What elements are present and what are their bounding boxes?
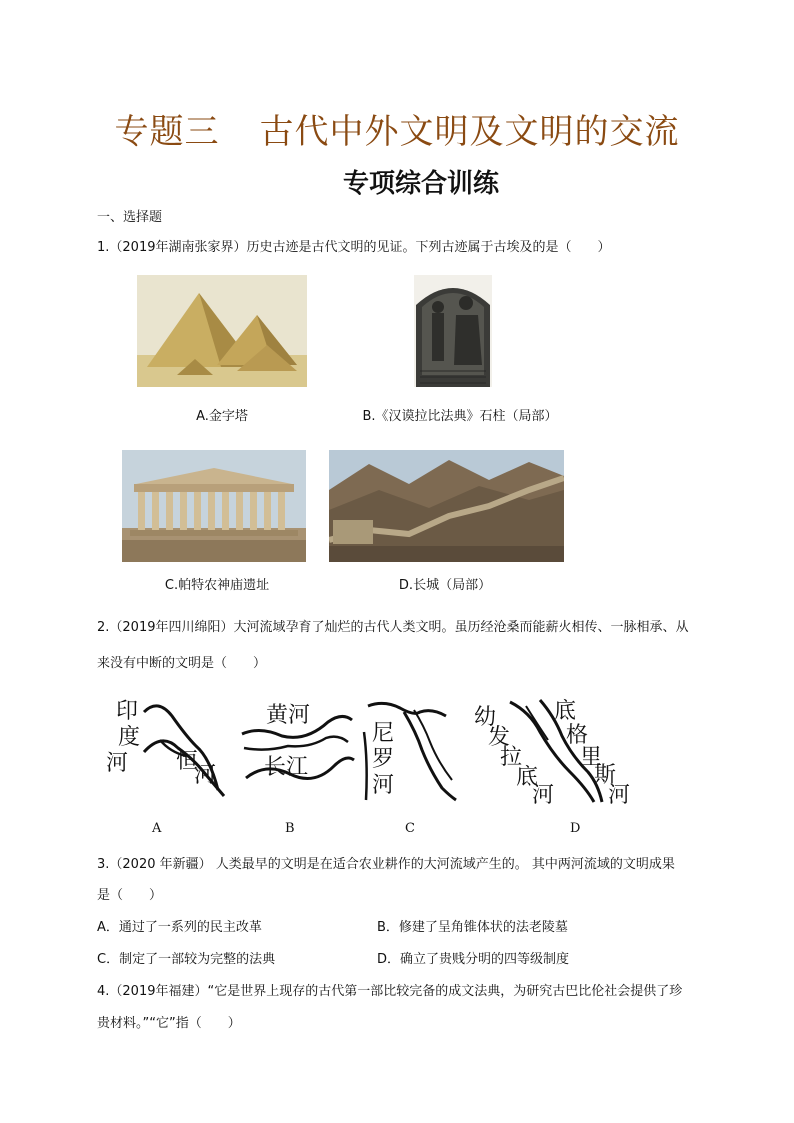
q3-option-c: C．制定了一部较为完整的法典 [97, 952, 276, 967]
svg-text:里: 里 [580, 745, 603, 770]
svg-text:尼: 尼 [372, 721, 395, 746]
q3-option-d: D．确立了贵贱分明的四等级制度 [377, 952, 570, 967]
q3-stem-line1: 3.（2020 年新疆） 人类最早的文明是在适合农业耕作的大河流域产生的。 其中两河流域的文明成果 [97, 857, 675, 872]
q3-stem-line2: 是（ ） [97, 888, 163, 903]
great-wall-photo [329, 450, 564, 562]
svg-text:罗: 罗 [372, 747, 395, 772]
q2-option-b: B [285, 821, 295, 836]
pyramids-photo [137, 275, 307, 387]
svg-text:底: 底 [554, 699, 577, 724]
yangtze-river-label: 长江 [264, 755, 309, 780]
svg-text:恒: 恒 [176, 749, 199, 774]
page-title [0, 104, 794, 153]
ganges-river-label [176, 749, 216, 788]
q2-option-a: A [152, 821, 162, 836]
svg-text:河: 河 [608, 783, 631, 808]
tigris-river-label [554, 699, 630, 808]
title-theme: 古代中外文明及文明的交流 [259, 112, 680, 152]
page-subtitle: 专项综合训练 [342, 169, 499, 199]
svg-text:度: 度 [118, 725, 141, 750]
q3-option-a: A．通过了一系列的民主改革 [97, 920, 262, 935]
q2-option-c: C [405, 821, 415, 836]
svg-text:格: 格 [566, 723, 589, 748]
svg-text:底: 底 [516, 765, 539, 790]
q1-option-a: A.金字塔 [196, 409, 248, 424]
q1-option-d: D.长城（局部） [398, 578, 492, 593]
q2-option-d: D [570, 821, 581, 836]
q4-stem-line2: 贵材料。”“它”指（ ） [97, 1016, 241, 1031]
euphrates-river-label [474, 705, 554, 808]
q4-stem-line1: 4.（2019年福建）“它是世界上现存的古代第一部比较完备的成文法典，为研究古巴比伦社会提供了珍 [97, 984, 683, 999]
q1-stem: 1.（2019年湖南张家界）历史古迹是古代文明的见证。下列古迹属于古埃及的是（ ） [97, 240, 611, 255]
q2-stem-line2: 来没有中断的文明是（ ） [97, 656, 267, 671]
svg-text:幼: 幼 [474, 705, 497, 730]
svg-text:河: 河 [372, 773, 395, 798]
svg-text:河: 河 [194, 763, 217, 788]
svg-text:发: 发 [488, 725, 511, 750]
q1-option-c: C.帕特农神庙遗址 [164, 578, 270, 593]
svg-text:印: 印 [116, 699, 139, 724]
hammurabi-stele-photo [414, 275, 492, 387]
parthenon-photo [122, 450, 306, 562]
title-topic: 专题三 [114, 112, 220, 152]
q1-option-b: B.《汉谟拉比法典》石柱（局部） [362, 409, 558, 424]
svg-text:河: 河 [106, 751, 129, 776]
indus-ganges-map [100, 692, 230, 804]
svg-text:河: 河 [532, 783, 555, 808]
svg-text:拉: 拉 [500, 745, 523, 770]
q3-option-b: B．修建了呈角锥体状的法老陵墓 [377, 920, 568, 935]
q2-stem-line1: 2.（2019年四川绵阳）大河流域孕育了灿烂的古代人类文明。虽历经沧桑而能薪火相传、一脉相承、从 [97, 620, 689, 635]
indus-river-label [106, 699, 140, 776]
section-label: 一、选择题 [97, 210, 163, 225]
yellow-river-label: 黄河 [266, 703, 311, 728]
nile-river-label [372, 721, 394, 798]
svg-text:斯: 斯 [594, 763, 617, 788]
